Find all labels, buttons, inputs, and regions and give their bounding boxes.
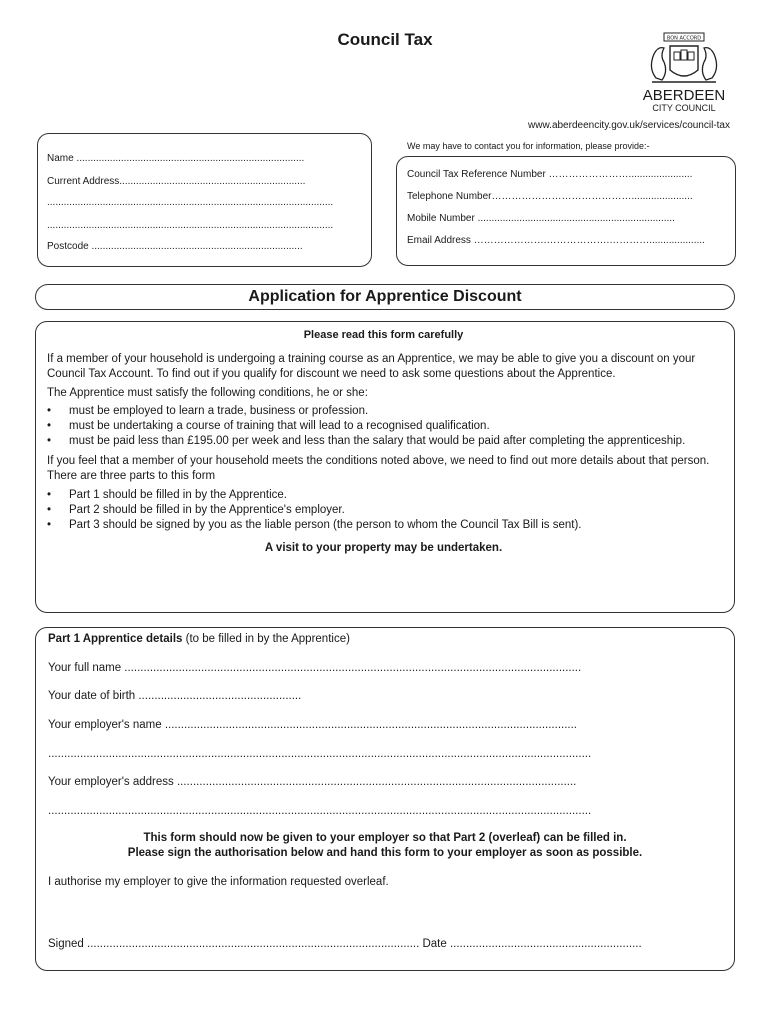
intro-paragraph: If a member of your household is undergoing a training course as an Apprentice, we may be able to give you a discount on your Council Tax Account. To find out if you qualify for discount we need to ask some questions about the Apprentice. bbox=[47, 353, 696, 380]
logo-subtitle: CITY COUNCIL bbox=[652, 103, 716, 113]
employer-address-line-2[interactable]: .......................................................................................................................................................................... bbox=[48, 805, 592, 817]
aberdeen-city-council-logo bbox=[630, 30, 738, 116]
website-url[interactable]: www.aberdeencity.gov.uk/services/council-tax bbox=[528, 120, 730, 131]
part1-heading-bold: Part 1 Apprentice details bbox=[48, 633, 183, 645]
address-line-2[interactable]: ....................................................................................................... bbox=[47, 197, 334, 208]
address-box bbox=[37, 133, 372, 267]
list-item: • must be employed to learn a trade, business or profession. bbox=[47, 404, 720, 419]
date-of-birth-field[interactable]: Your date of birth ................................................... bbox=[48, 690, 302, 702]
address-line-3[interactable]: ....................................................................................................... bbox=[47, 220, 334, 231]
sign-notice: Please sign the authorisation below and hand this form to your employer as soon as possible. bbox=[127, 847, 643, 859]
signature-date-field[interactable]: Signed ........................................................................................................ Date ............................................................ bbox=[48, 938, 642, 950]
email-field[interactable]: Email Address ………………….……………….………….................... bbox=[407, 235, 705, 246]
mobile-field[interactable]: Mobile Number ....................................................................... bbox=[407, 213, 675, 224]
logo-name: ABERDEEN bbox=[642, 87, 726, 104]
parts-intro: If you feel that a member of your household meets the conditions noted above, we need to find out more details about that person. There are three parts to this form bbox=[47, 455, 710, 482]
employer-name-line-2[interactable]: .......................................................................................................................................................................... bbox=[48, 748, 592, 760]
part1-apprentice-details bbox=[35, 627, 735, 971]
list-item: • Part 1 should be filled in by the Apprentice. bbox=[47, 488, 720, 503]
information-box bbox=[35, 321, 735, 613]
current-address-field[interactable]: Current Address................................................................... bbox=[47, 176, 306, 187]
svg-text:BON ACCORD: BON ACCORD bbox=[666, 35, 702, 42]
info-heading: Please read this form carefully bbox=[303, 329, 464, 341]
form-title-banner: Application for Apprentice Discount bbox=[35, 284, 735, 310]
postcode-field[interactable]: Postcode ............................................................................ bbox=[47, 241, 303, 252]
employer-notice: This form should now be given to your employer so that Part 2 (overleaf) can be filled in. bbox=[143, 832, 627, 844]
page-title: Council Tax bbox=[337, 30, 433, 49]
name-field[interactable]: Name .................................................................................. bbox=[47, 153, 305, 164]
crest-icon bbox=[630, 30, 738, 116]
part1-heading bbox=[48, 633, 716, 645]
list-item: • must be undertaking a course of training that will lead to a recognised qualification. bbox=[47, 419, 720, 434]
contact-box bbox=[396, 156, 736, 266]
full-name-field[interactable]: Your full name ............................................................................................................................................... bbox=[48, 662, 582, 674]
conditions-intro: The Apprentice must satisfy the following conditions, he or she: bbox=[47, 387, 368, 399]
list-item: • Part 2 should be filled in by the Apprentice's employer. bbox=[47, 503, 720, 518]
conditions-list bbox=[47, 404, 720, 449]
telephone-field[interactable]: Telephone Number……………………………………...................... bbox=[407, 191, 693, 202]
part1-heading-note: (to be filled in by the Apprentice) bbox=[182, 633, 350, 645]
list-item: • must be paid less than £195.00 per week and less than the salary that would be paid after completing the apprenticeship. bbox=[47, 434, 720, 449]
parts-list bbox=[47, 488, 720, 533]
employer-name-field[interactable]: Your employer's name ................................................................................................................................. bbox=[48, 719, 577, 731]
list-item: • Part 3 should be signed by you as the liable person (the person to whom the Council Tax Bill is sent). bbox=[47, 518, 720, 533]
authorisation-statement: I authorise my employer to give the information requested overleaf. bbox=[48, 876, 389, 888]
visit-notice: A visit to your property may be undertaken. bbox=[264, 542, 503, 554]
reference-number-field[interactable]: Council Tax Reference Number ……………………....................... bbox=[407, 169, 693, 180]
contact-note: We may have to contact you for information, please provide:- bbox=[407, 141, 650, 151]
employer-address-field[interactable]: Your employer's address ............................................................................................................................. bbox=[48, 776, 577, 788]
